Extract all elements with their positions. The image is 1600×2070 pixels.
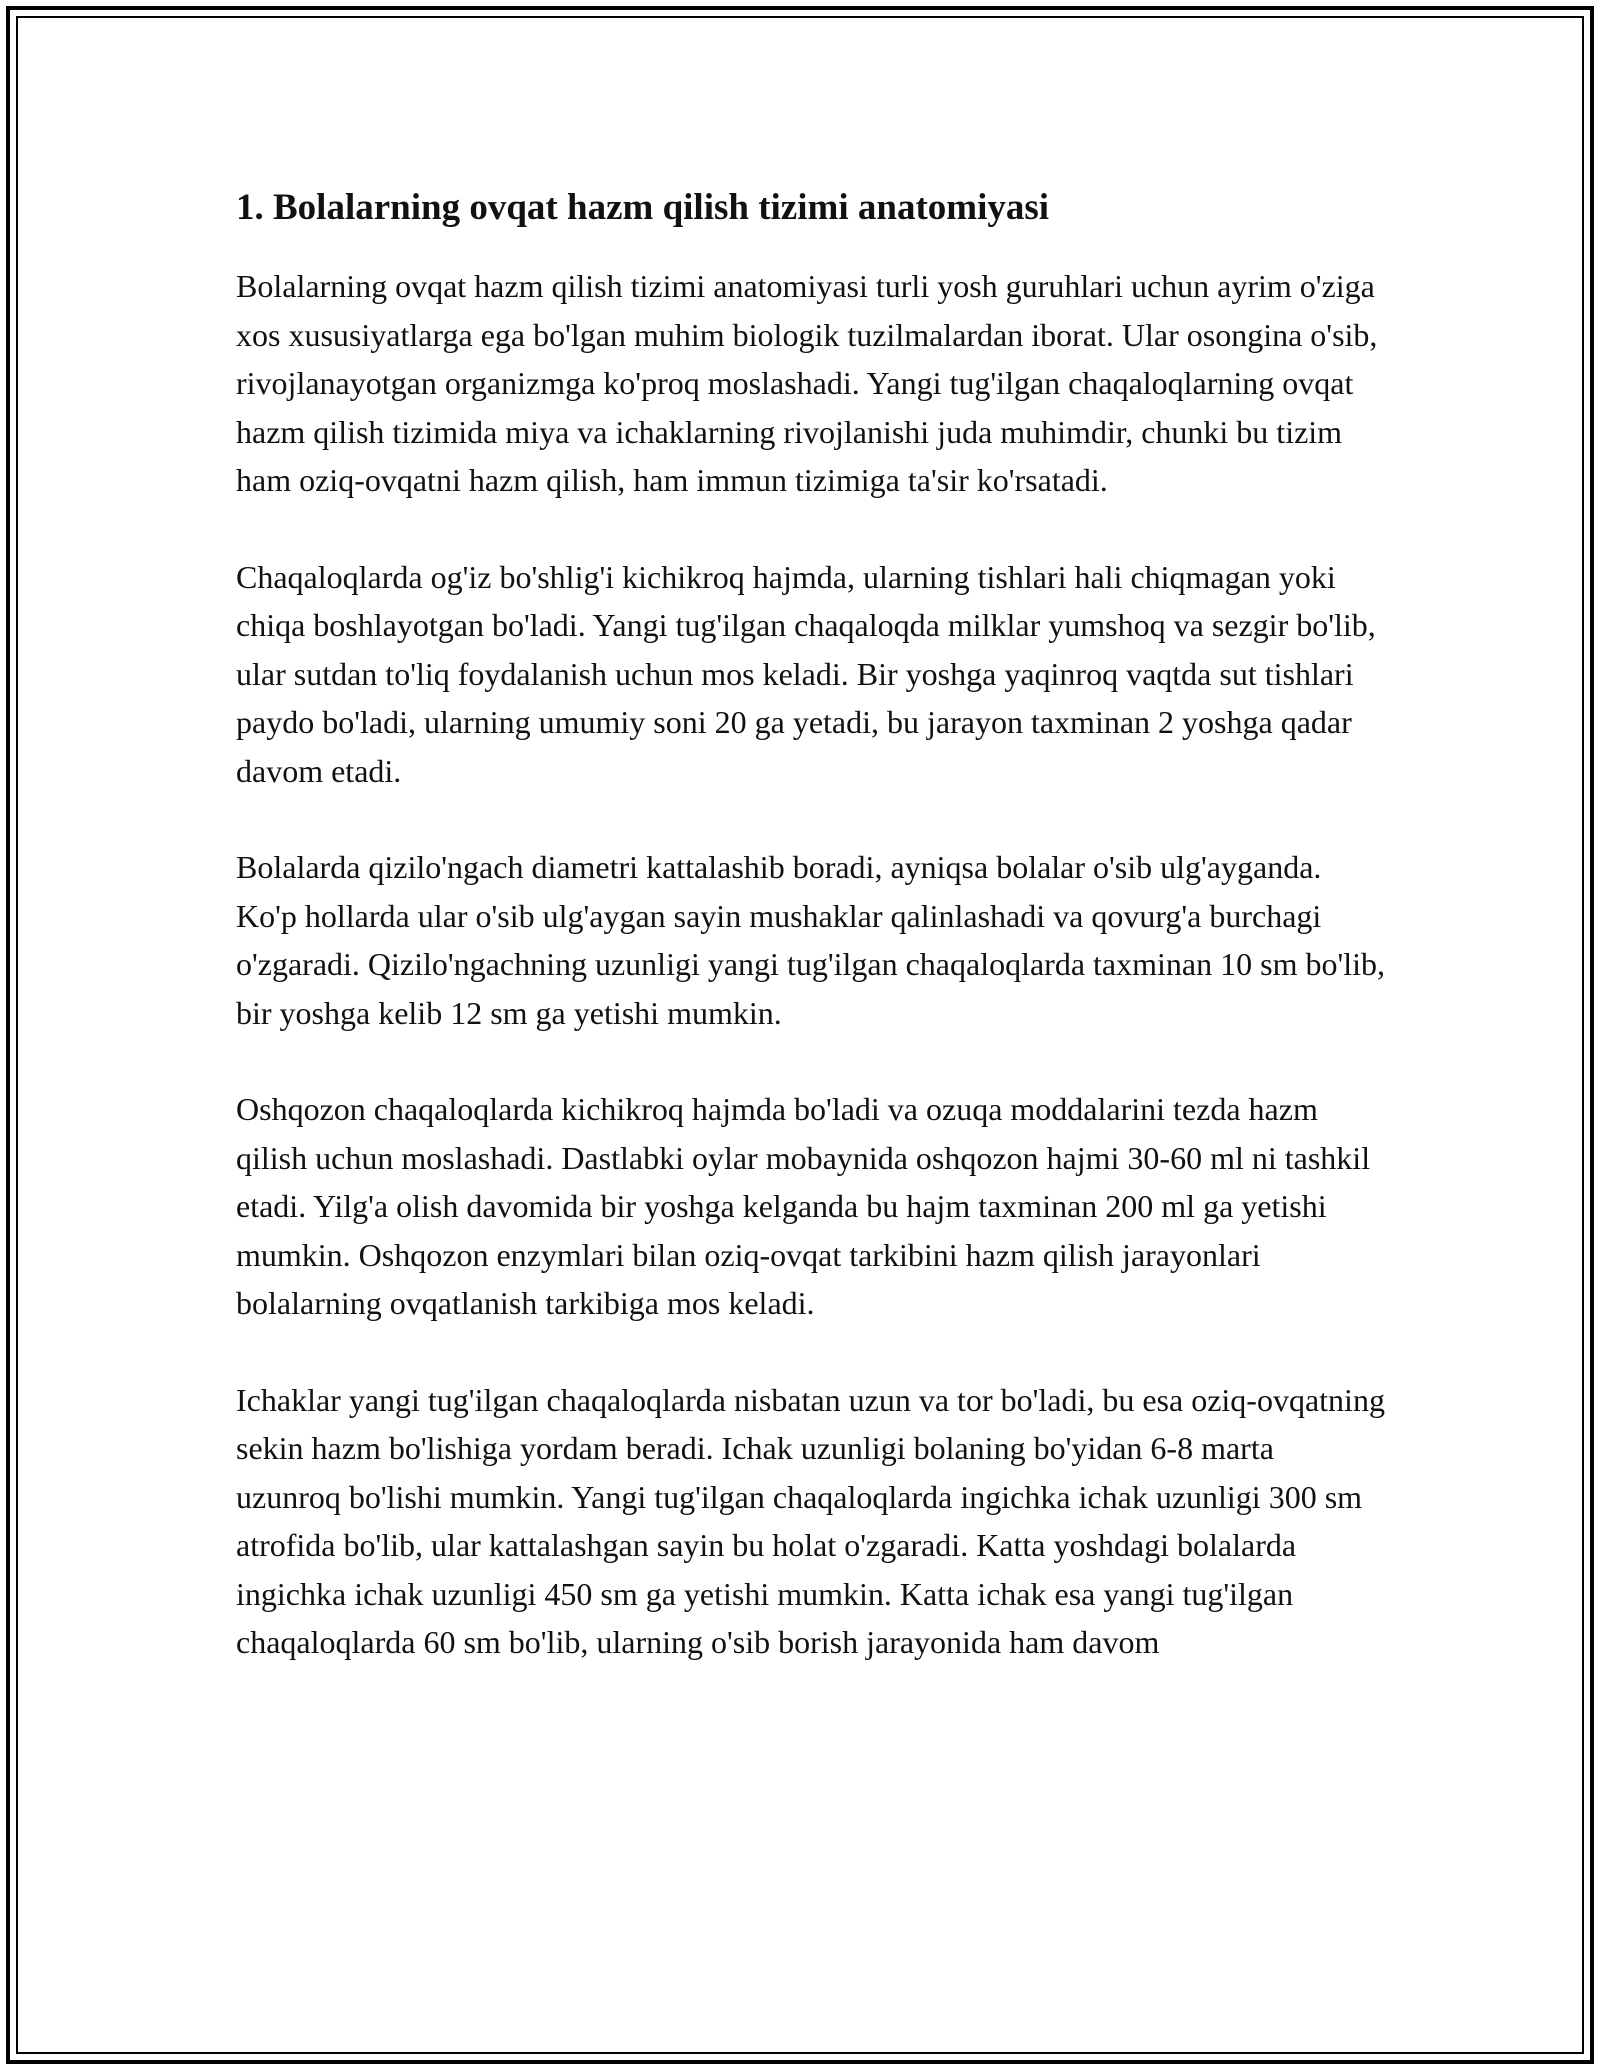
paragraph-4: Oshqozon chaqaloqlarda kichikroq hajmda bo'ladi va ozuqa moddalarini tezda hazm qilish uchun moslashadi. Dastlabki oylar mobaynida oshqozon hajmi 30-60 ml ni tashkil etadi. Yilg'a olish davomida bir yoshga kelganda bu hajm taxminan 200 ml ga yetishi mumkin. Oshqozon enzymlari bilan oziq-ovqat tarkibini hazm qilish jarayonlari bolalarning ovqatlanish tarkibiga mos keladi.	[236, 1091, 1371, 1322]
document-content	[236, 184, 1386, 1715]
section-heading: 1. Bolalarning ovqat hazm qilish tizimi anatomiyasi	[236, 187, 1050, 228]
paragraph-3: Bolalarda qizilo'ngach diametri kattalashib boradi, ayniqsa bolalar o'sib ulg'ayganda. Ko'p hollarda ular o'sib ulg'aygan sayin mushaklar qalinlashadi va qovurg'a burchagi o'zgaradi. Qizilo'ngachning uzunligi yangi tug'ilgan chaqaloqlarda taxminan 10 sm bo'lib, bir yoshga kelib 12 sm ga yetishi mumkin.	[236, 849, 1385, 1031]
paragraph-2: Chaqaloqlarda og'iz bo'shlig'i kichikroq hajmda, ularning tishlari hali chiqmagan yoki chiqa boshlayotgan bo'ladi. Yangi tug'ilgan chaqaloqda milklar yumshoq va sezgir bo'lib, ular sutdan to'liq foydalanish uchun mos keladi. Bir yoshga yaqinroq vaqtda sut tishlari paydo bo'ladi, ularning umumiy soni 20 ga yetadi, bu jarayon taxminan 2 yoshga qadar davom etadi.	[236, 558, 1376, 789]
paragraph-1: Bolalarning ovqat hazm qilish tizimi anatomiyasi turli yosh guruhlari uchun ayrim o'ziga xos xususiyatlarga ega bo'lgan muhim biologik tuzilmalardan iborat. Ular osongina o'sib, rivojlanayotgan organizmga ko'proq moslashadi. Yangi tug'ilgan chaqaloqlarning ovqat hazm qilish tizimida miya va ichaklarning rivojlanishi juda muhimdir, chunki bu tizim ham oziq-ovqatni hazm qilish, ham immun tizimiga ta'sir ko'rsatadi.	[236, 268, 1378, 499]
paragraph-5: Ichaklar yangi tug'ilgan chaqaloqlarda nisbatan uzun va tor bo'ladi, bu esa oziq-ovqatning sekin hazm bo'lishiga yordam beradi. Ichak uzunligi bolaning bo'yidan 6-8 marta uzunroq bo'lishi mumkin. Yangi tug'ilgan chaqaloqlarda ingichka ichak uzunligi 300 sm atrofida bo'lib, ular kattalashgan sayin bu holat o'zgaradi. Katta yoshdagi bolalarda ingichka ichak uzunligi 450 sm ga yetishi mumkin. Katta ichak esa yangi tug'ilgan chaqaloqlarda 60 sm bo'lib, ularning o'sib borish jarayonida ham davom	[236, 1381, 1385, 1661]
